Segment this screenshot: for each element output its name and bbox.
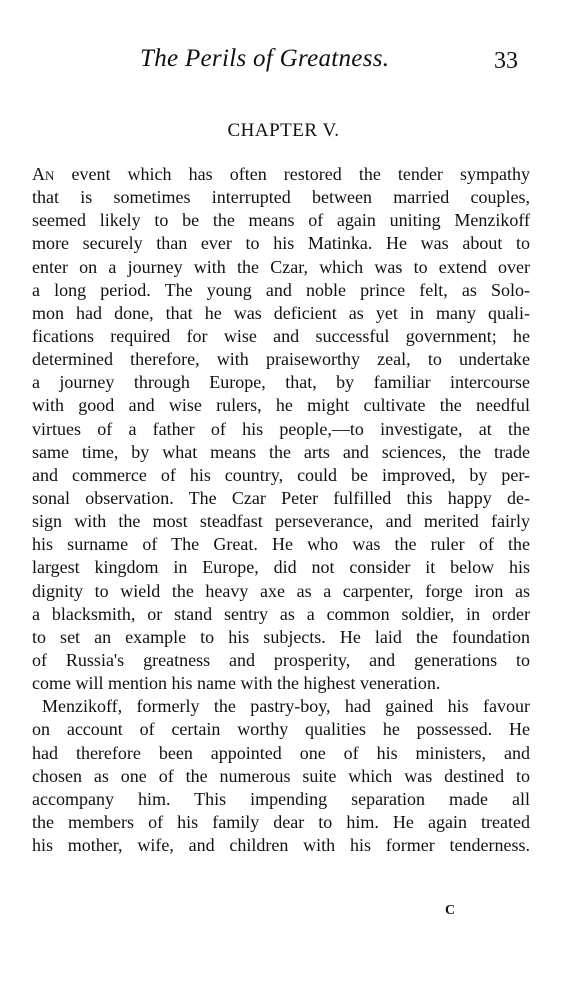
- drop-word: An: [32, 164, 55, 184]
- paragraph-1-line: virtues of a father of his people,—to investigate, at the: [32, 418, 530, 439]
- paragraph-1-line: same time, by what means the arts and sciences, the trade: [32, 441, 530, 462]
- paragraph-1-line: seemed likely to be the means of again uniting Menzikoff: [32, 210, 530, 231]
- paragraph-1-line: mon had done, that he was deficient as yet in many quali-: [32, 302, 530, 323]
- paragraph-1-line: a journey through Europe, that, by familiar intercourse: [32, 372, 530, 393]
- paragraph-1-line: of Russia's greatness and prosperity, and generations to: [32, 649, 530, 670]
- paragraph-2-line: Menzikoff, formerly the pastry-boy, had gained his favour: [42, 696, 530, 717]
- paragraph-1-line: and commerce of his country, could be improved, by per-: [32, 464, 530, 485]
- paragraph-1-line: determined therefore, with praiseworthy zeal, to undertake: [32, 349, 530, 370]
- paragraph-1-line: his surname of The Great. He who was the ruler of the: [32, 534, 530, 555]
- paragraph-1-line: sign with the most steadfast perseverance, and merited fairly: [32, 511, 530, 532]
- paragraph-2-line: chosen as one of the numerous suite which was destined to: [32, 765, 530, 786]
- paragraph-1-line: come will mention his name with the highest veneration.: [32, 673, 441, 694]
- paragraph-2-line: had therefore been appointed one of his ministers, and: [32, 742, 530, 763]
- signature-mark: C: [445, 903, 456, 918]
- paragraph-1-line: a blacksmith, or stand sentry as a common soldier, in order: [32, 603, 530, 624]
- paragraph-1-line: fications required for wise and successful government; he: [32, 325, 530, 346]
- running-head-title: The Perils of Greatness.: [140, 45, 390, 72]
- paragraph-1-line: enter on a journey with the Czar, which was to extend over: [32, 256, 530, 277]
- paragraph-1-line-1: [32, 163, 530, 186]
- paragraph-1-line: dignity to wield the heavy axe as a carpenter, forge iron as: [32, 580, 530, 601]
- paragraph-1-line: to set an example to his subjects. He laid the foundation: [32, 626, 530, 647]
- paragraph-1-line: a long period. The young and noble prince felt, as Solo-: [32, 279, 530, 300]
- paragraph-1-line: more securely than ever to his Matinka. He was about to: [32, 233, 530, 254]
- paragraph-2-line: on account of certain worthy qualities he possessed. He: [32, 719, 530, 740]
- line-text: event which has often restored the tender sympathy: [54, 164, 530, 184]
- paragraph-2-line: accompany him. This impending separation made all: [32, 788, 530, 809]
- paragraph-1-line: that is sometimes interrupted between married couples,: [32, 187, 530, 208]
- page-number: 33: [494, 48, 518, 74]
- chapter-heading: CHAPTER V.: [227, 120, 340, 141]
- body-text: [32, 163, 530, 857]
- paragraph-2-line: the members of his family dear to him. He again treated: [32, 811, 530, 832]
- paragraph-1-line: sonal observation. The Czar Peter fulfilled this happy de-: [32, 487, 530, 508]
- running-head: [0, 40, 567, 80]
- paragraph-2-line: his mother, wife, and children with his former tenderness.: [32, 835, 530, 856]
- paragraph-1-line: largest kingdom in Europe, did not consider it below his: [32, 557, 530, 578]
- paragraph-1-line: with good and wise rulers, he might cultivate the needful: [32, 395, 530, 416]
